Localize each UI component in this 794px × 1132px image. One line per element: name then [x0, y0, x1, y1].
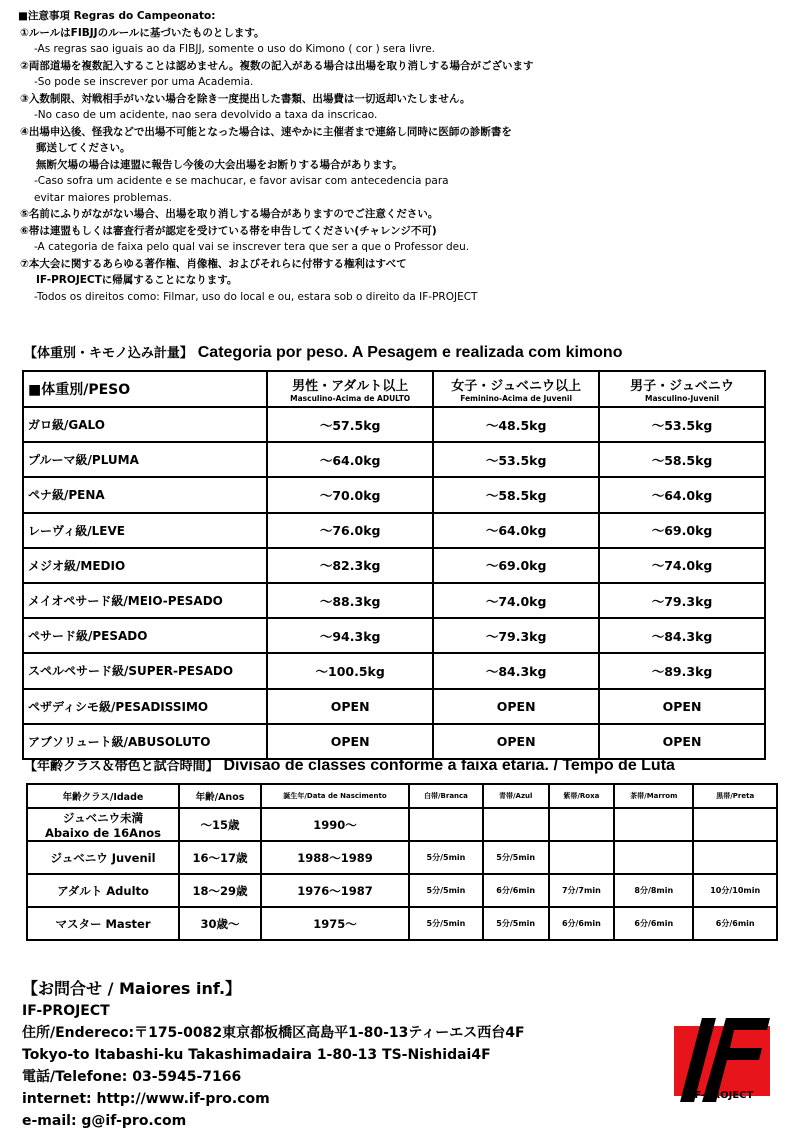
weight-header-first: ■体重別/PESO [23, 371, 267, 407]
match-time: 6分/6min [549, 907, 615, 940]
weight-table [22, 370, 766, 760]
rule-line: evitar maiores problemas. [34, 191, 172, 204]
rule-line: ②両部道場を複数記入することは認めません。複数の記入がある場合は出場を取り消しする場合がございます [20, 59, 534, 72]
weight-header-jp: 女子・ジュベニウ以上 [451, 379, 582, 394]
weight-header-jp: 男子・ジュベニウ [630, 379, 734, 394]
contact-title: 【お問合せ / Maiores inf.】 [22, 979, 242, 998]
age-class: ジュベニウ Juvenil [27, 841, 179, 874]
weight-row [23, 513, 765, 548]
weight-header-pt: Feminino-Acima de Juvenil [460, 394, 573, 403]
match-time: 5分/5min [483, 907, 549, 940]
contact-address-jp: 住所/Endereco:〒175-0082東京都板橋区高島平1-80-13ティーエス西台4F [22, 1025, 525, 1041]
rule-line: ④出場申込後、怪我などで出場不可能となった場合は、速やかに主催者まで連絡し同時に医師の診断書を [20, 125, 512, 138]
weight-class-name: アブソリュート級/ABUSOLUTO [23, 724, 267, 759]
weight-row [23, 407, 765, 442]
weight-limit: ～79.3kg [599, 583, 765, 618]
logo-label: IF-PROJECT [690, 1090, 754, 1101]
age-row [27, 874, 777, 907]
weight-limit: ～74.0kg [433, 583, 599, 618]
weight-class-name: レーヴィ級/LEVE [23, 513, 267, 548]
age-header-black: 黒帯/Preta [693, 784, 777, 808]
weight-row [23, 548, 765, 583]
rule-line: -Todos os direitos como: Filmar, uso do local e ou, estara sob o direito da IF-PROJECT [34, 290, 478, 303]
weight-limit: ～74.0kg [599, 548, 765, 583]
rules-section [18, 8, 788, 305]
match-time: 6分/6min [693, 907, 777, 940]
contact-org: IF-PROJECT [22, 1003, 110, 1019]
rule-line: ⑤名前にふりがながない場合、出場を取り消しする場合がありますのでご注意ください。 [20, 208, 439, 220]
weight-header-col [267, 371, 433, 407]
weight-limit: ～53.5kg [433, 442, 599, 477]
rule-line: ⑦本大会に関するあらゆる著作権、肖像権、およびそれらに付帯する権利はすべて [20, 257, 407, 270]
match-time: 6分/6min [483, 874, 549, 907]
rule-line: ③入数制限、対戦相手がいない場合を除き一度提出した書類、出場費は一切返却いたしません。 [20, 92, 471, 105]
weight-limit: OPEN [433, 724, 599, 759]
weight-limit: ～94.3kg [267, 618, 433, 653]
age-header-purple: 紫帯/Roxa [549, 784, 615, 808]
age-row [27, 808, 777, 841]
weight-limit: OPEN [599, 724, 765, 759]
weight-row [23, 653, 765, 688]
weight-class-name: プルーマ級/PLUMA [23, 442, 267, 477]
weight-row [23, 477, 765, 512]
weight-header-pt: Masculino-Acima de ADULTO [290, 394, 411, 403]
age-range: 16～17歳 [179, 841, 261, 874]
contact-section [22, 978, 525, 1132]
weight-limit: ～69.0kg [599, 513, 765, 548]
weight-row [23, 724, 765, 759]
age-header-birth: 誕生年/Data de Nascimento [261, 784, 409, 808]
age-title-pt: Divisao de classes conforme a faixa etaria. / Tempo de Luta [223, 757, 675, 774]
weight-limit: ～82.3kg [267, 548, 433, 583]
weight-limit: ～89.3kg [599, 653, 765, 688]
weight-row [23, 689, 765, 724]
age-row [27, 841, 777, 874]
match-time: 8分/8min [614, 874, 693, 907]
weight-limit: ～79.3kg [433, 618, 599, 653]
match-time: 7分/7min [549, 874, 615, 907]
match-time [483, 808, 549, 841]
weight-limit: ～84.3kg [433, 653, 599, 688]
weight-limit: ～64.0kg [433, 513, 599, 548]
contact-email[interactable]: e-mail: g@if-pro.com [22, 1113, 187, 1129]
weight-class-name: ペナ級/PENA [23, 477, 267, 512]
weight-limit: ～84.3kg [599, 618, 765, 653]
age-range: 18～29歳 [179, 874, 261, 907]
match-time: 5分/5min [483, 841, 549, 874]
weight-limit: ～100.5kg [267, 653, 433, 688]
match-time [549, 808, 615, 841]
birth-year: 1975～ [261, 907, 409, 940]
age-header-age: 年齢/Anos [179, 784, 261, 808]
weight-limit: ～48.5kg [433, 407, 599, 442]
match-time [549, 841, 615, 874]
weight-class-name: ガロ級/GALO [23, 407, 267, 442]
weight-limit: ～64.0kg [267, 442, 433, 477]
weight-limit: ～57.5kg [267, 407, 433, 442]
weight-limit: ～70.0kg [267, 477, 433, 512]
age-class: アダルト Adulto [27, 874, 179, 907]
rule-line: -A categoria de faixa pelo qual vai se inscrever tera que ser a que o Professor deu. [34, 241, 470, 253]
rule-line: -As regras sao iguais ao da FIBJJ, somente o uso do Kimono ( cor ) sera livre. [34, 43, 435, 55]
contact-address-romaji: Tokyo-to Itabashi-ku Takashimadaira 1-80-13 TS-Nishidai4F [22, 1047, 491, 1063]
weight-limit: ～58.5kg [599, 442, 765, 477]
match-time: 6分/6min [614, 907, 693, 940]
weight-limit: OPEN [599, 689, 765, 724]
weight-class-name: メジオ級/MEDIO [23, 548, 267, 583]
weight-limit: ～69.0kg [433, 548, 599, 583]
age-range: 30歳～ [179, 907, 261, 940]
rule-line: 無断欠場の場合は連盟に報告し今後の大会出場をお断りする場合があります。 [36, 158, 403, 171]
birth-year: 1990～ [261, 808, 409, 841]
weight-limit: OPEN [267, 689, 433, 724]
rule-line: -Caso sofra um acidente e se machucar, e favor avisar com antecedencia para [34, 175, 449, 187]
weight-row [23, 442, 765, 477]
rule-line: IF-PROJECTに帰属することになります。 [36, 274, 238, 286]
weight-limit: ～64.0kg [599, 477, 765, 512]
rules-title: ■注意事項 Regras do Campeonato: [18, 10, 216, 22]
weight-table-header [23, 371, 765, 407]
match-time [614, 841, 693, 874]
rule-line: -So pode se inscrever por uma Academia. [34, 76, 254, 88]
weight-header-col [599, 371, 765, 407]
weight-class-name: ペザディシモ級/PESADISSIMO [23, 689, 267, 724]
contact-internet[interactable]: internet: http://www.if-pro.com [22, 1091, 270, 1107]
weight-class-name: ペサード級/PESADO [23, 618, 267, 653]
weight-limit: OPEN [433, 689, 599, 724]
age-class: マスター Master [27, 907, 179, 940]
birth-year: 1976～1987 [261, 874, 409, 907]
weight-header-jp: 男性・アダルト以上 [292, 379, 409, 394]
birth-year: 1988～1989 [261, 841, 409, 874]
match-time: 10分/10min [693, 874, 777, 907]
age-header-white: 白帯/Branca [409, 784, 483, 808]
age-section-title [24, 755, 675, 775]
match-time [409, 808, 483, 841]
age-table-header [27, 784, 777, 808]
weight-row [23, 583, 765, 618]
weight-limit: ～76.0kg [267, 513, 433, 548]
weight-title-pt: Categoria por peso. A Pesagem e realizada com kimono [197, 344, 623, 361]
age-row [27, 907, 777, 940]
weight-header-col [433, 371, 599, 407]
age-title-jp: 【年齢クラス＆帯色と試合時間】 [24, 759, 219, 774]
weight-limit: ～58.5kg [433, 477, 599, 512]
age-header-brown: 茶帯/Marrom [614, 784, 693, 808]
weight-row [23, 618, 765, 653]
rule-line: -No caso de um acidente, nao sera devolvido a taxa da inscricao. [34, 109, 378, 121]
weight-class-name: メイオペサード級/MEIO-PESADO [23, 583, 267, 618]
weight-class-name: スペルペサード級/SUPER-PESADO [23, 653, 267, 688]
weight-limit: ～88.3kg [267, 583, 433, 618]
contact-phone: 電話/Telefone: 03-5945-7166 [22, 1069, 242, 1085]
age-header-class: 年齢クラス/Idade [27, 784, 179, 808]
weight-section-title [24, 342, 622, 362]
rule-line: ①ルールはFIBJJのルールに基づいたものとします。 [20, 26, 265, 39]
age-header-blue: 青帯/Azul [483, 784, 549, 808]
rule-line: 郵送してください。 [36, 142, 131, 154]
weight-limit: OPEN [267, 724, 433, 759]
match-time [693, 841, 777, 874]
age-range: ～15歳 [179, 808, 261, 841]
age-table [26, 783, 778, 941]
rule-line: ⑥帯は連盟もしくは審査行者が認定を受けている帯を申告してください(チャレンジ不可) [20, 224, 437, 237]
weight-title-jp: 【体重別・キモノ込み計量】 [24, 346, 193, 361]
match-time [614, 808, 693, 841]
age-class: ジュベニウ未満 Abaixo de 16Anos [27, 808, 179, 841]
weight-limit: ～53.5kg [599, 407, 765, 442]
match-time [693, 808, 777, 841]
match-time: 5分/5min [409, 907, 483, 940]
match-time: 5分/5min [409, 841, 483, 874]
match-time: 5分/5min [409, 874, 483, 907]
weight-header-pt: Masculino-Juvenil [644, 394, 720, 403]
